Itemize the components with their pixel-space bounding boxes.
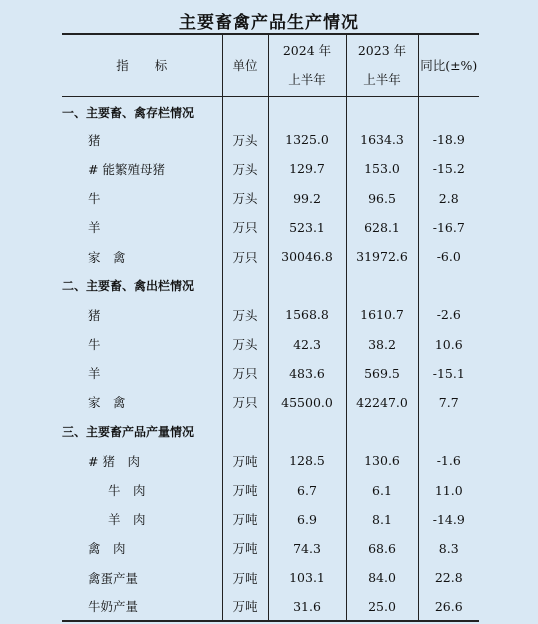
row-2024: 1568.8 bbox=[268, 300, 346, 329]
row-label: 禽蛋产量 bbox=[88, 570, 139, 586]
row-2024: 45500.0 bbox=[268, 388, 346, 417]
row-label: 一、主要畜、禽存栏情况 bbox=[62, 106, 195, 121]
table-row bbox=[62, 154, 479, 183]
row-yoy: 2.8 bbox=[418, 184, 479, 213]
row-label: 猪 bbox=[88, 132, 101, 148]
row-unit: 万吨 bbox=[222, 446, 268, 475]
row-yoy: 8.3 bbox=[418, 534, 479, 563]
row-yoy: -15.2 bbox=[418, 154, 479, 183]
row-2023: 68.6 bbox=[346, 534, 418, 563]
row-unit: 万只 bbox=[222, 359, 268, 388]
row-2024: 42.3 bbox=[268, 330, 346, 359]
row-2023: 628.1 bbox=[346, 213, 418, 242]
row-unit: 万头 bbox=[222, 184, 268, 213]
row-label: 牛 肉 bbox=[108, 483, 146, 499]
row-2024: 1325.0 bbox=[268, 125, 346, 154]
header-2023-year: 2023 年 bbox=[357, 43, 407, 59]
table-row bbox=[62, 505, 479, 534]
row-yoy: 10.6 bbox=[418, 330, 479, 359]
table-row bbox=[62, 592, 479, 621]
row-label: 牛 bbox=[88, 191, 101, 207]
row-unit: 万头 bbox=[222, 154, 268, 183]
row-yoy bbox=[418, 271, 479, 300]
table-row bbox=[62, 125, 479, 154]
row-2023: 38.2 bbox=[346, 330, 418, 359]
row-2024: 103.1 bbox=[268, 563, 346, 592]
row-2023: 42247.0 bbox=[346, 388, 418, 417]
row-unit bbox=[222, 271, 268, 300]
row-yoy: -6.0 bbox=[418, 242, 479, 271]
row-2024: 483.6 bbox=[268, 359, 346, 388]
table-row bbox=[62, 242, 479, 271]
row-2024: 6.7 bbox=[268, 475, 346, 504]
row-yoy: -16.7 bbox=[418, 213, 479, 242]
row-2023: 96.5 bbox=[346, 184, 418, 213]
row-label: 牛 bbox=[88, 337, 101, 353]
row-label: # 能繁殖母猪 bbox=[88, 161, 165, 177]
row-2023 bbox=[346, 417, 418, 446]
row-yoy: 11.0 bbox=[418, 475, 479, 504]
table-row bbox=[62, 359, 479, 388]
row-2023: 84.0 bbox=[346, 563, 418, 592]
row-unit: 万吨 bbox=[222, 475, 268, 504]
row-unit bbox=[222, 96, 268, 125]
row-label: 二、主要畜、禽出栏情况 bbox=[62, 279, 195, 294]
table-row bbox=[62, 388, 479, 417]
section-row bbox=[62, 96, 479, 125]
row-unit: 万吨 bbox=[222, 592, 268, 621]
row-label: 羊 bbox=[88, 366, 101, 382]
row-2024 bbox=[268, 417, 346, 446]
row-2024: 129.7 bbox=[268, 154, 346, 183]
row-2024 bbox=[268, 271, 346, 300]
row-2024: 31.6 bbox=[268, 592, 346, 621]
table-row bbox=[62, 184, 479, 213]
row-yoy bbox=[418, 96, 479, 125]
row-2023: 1634.3 bbox=[346, 125, 418, 154]
row-unit: 万吨 bbox=[222, 563, 268, 592]
header-2024 bbox=[268, 34, 346, 96]
row-label: 猪 bbox=[88, 307, 101, 323]
row-unit: 万只 bbox=[222, 213, 268, 242]
row-2023: 31972.6 bbox=[346, 242, 418, 271]
row-yoy: 7.7 bbox=[418, 388, 479, 417]
row-yoy: -1.6 bbox=[418, 446, 479, 475]
row-yoy: -2.6 bbox=[418, 300, 479, 329]
table-row bbox=[62, 446, 479, 475]
header-2023-period: 上半年 bbox=[363, 72, 401, 88]
header-2024-year: 2024 年 bbox=[282, 43, 332, 59]
row-2024: 128.5 bbox=[268, 446, 346, 475]
row-2024: 30046.8 bbox=[268, 242, 346, 271]
row-2024: 523.1 bbox=[268, 213, 346, 242]
row-2023: 25.0 bbox=[346, 592, 418, 621]
row-yoy: -14.9 bbox=[418, 505, 479, 534]
table-row bbox=[62, 330, 479, 359]
table-title: 主要畜禽产品生产情况 bbox=[179, 13, 359, 33]
row-2023 bbox=[346, 271, 418, 300]
row-unit: 万吨 bbox=[222, 505, 268, 534]
row-unit: 万头 bbox=[222, 330, 268, 359]
row-yoy: -15.1 bbox=[418, 359, 479, 388]
table-row bbox=[62, 300, 479, 329]
row-2023: 153.0 bbox=[346, 154, 418, 183]
row-2024: 6.9 bbox=[268, 505, 346, 534]
row-2023 bbox=[346, 96, 418, 125]
row-2023: 6.1 bbox=[346, 475, 418, 504]
row-label: 牛奶产量 bbox=[62, 592, 222, 621]
row-2024: 99.2 bbox=[268, 184, 346, 213]
row-label: 家 禽 bbox=[88, 395, 126, 411]
row-yoy: 26.6 bbox=[418, 592, 479, 621]
row-unit bbox=[222, 417, 268, 446]
header-row bbox=[62, 34, 479, 96]
row-unit: 万只 bbox=[222, 388, 268, 417]
row-unit: 万只 bbox=[222, 242, 268, 271]
table-row bbox=[62, 475, 479, 504]
row-unit: 万头 bbox=[222, 125, 268, 154]
livestock-table bbox=[62, 33, 479, 622]
row-label: 家 禽 bbox=[88, 249, 126, 265]
row-label: 羊 bbox=[88, 220, 101, 236]
header-2023 bbox=[346, 34, 418, 96]
row-yoy bbox=[418, 417, 479, 446]
section-row bbox=[62, 271, 479, 300]
row-label: # 猪 肉 bbox=[88, 453, 140, 469]
row-yoy: -18.9 bbox=[418, 125, 479, 154]
row-yoy: 22.8 bbox=[418, 563, 479, 592]
row-2023: 8.1 bbox=[346, 505, 418, 534]
row-label: 禽 肉 bbox=[88, 541, 126, 557]
row-unit: 万吨 bbox=[222, 534, 268, 563]
table-row bbox=[62, 563, 479, 592]
section-row bbox=[62, 417, 479, 446]
row-2024 bbox=[268, 96, 346, 125]
header-2024-period: 上半年 bbox=[288, 72, 326, 88]
row-label: 羊 肉 bbox=[108, 512, 146, 528]
table-row bbox=[62, 534, 479, 563]
table-row bbox=[62, 213, 479, 242]
row-label: 三、主要畜产品产量情况 bbox=[62, 425, 195, 440]
header-yoy: 同比(±%) bbox=[418, 34, 479, 96]
row-2024: 74.3 bbox=[268, 534, 346, 563]
header-unit: 单位 bbox=[222, 34, 268, 96]
row-2023: 1610.7 bbox=[346, 300, 418, 329]
row-2023: 569.5 bbox=[346, 359, 418, 388]
row-2023: 130.6 bbox=[346, 446, 418, 475]
header-indicator: 指标 bbox=[62, 34, 222, 96]
row-unit: 万头 bbox=[222, 300, 268, 329]
